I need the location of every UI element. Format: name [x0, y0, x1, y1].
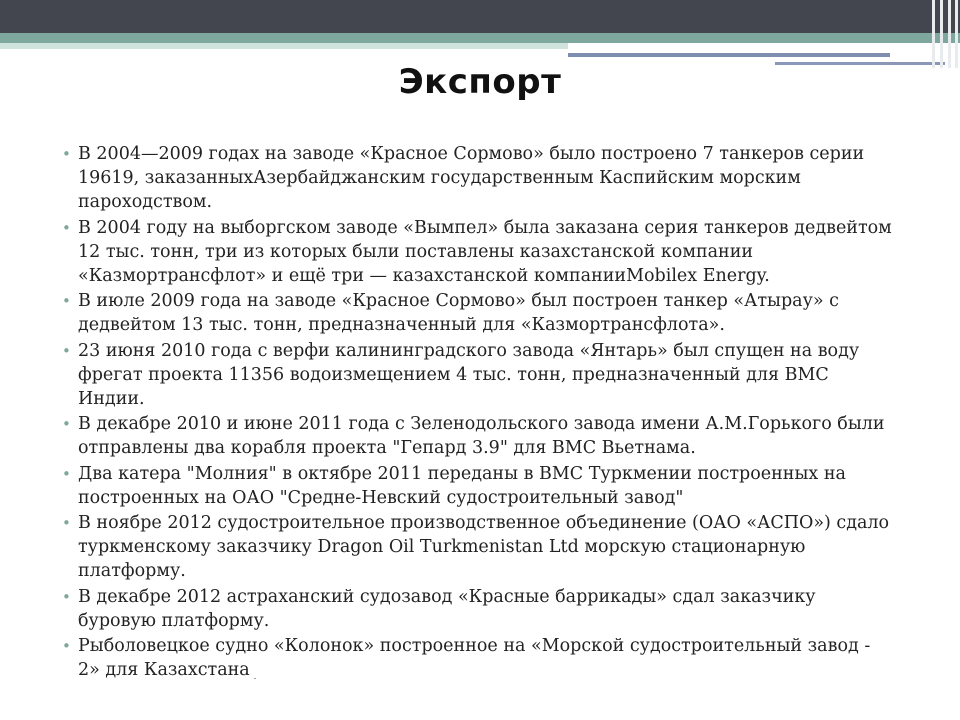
list-item	[60, 142, 896, 215]
list-item	[60, 462, 896, 510]
header-teal-band	[0, 33, 960, 43]
list-item-text: В июле 2009 года на заводе «Красное Сормово» был построен танкер «Атырау» с дедвейтом 13 тыс. тонн, предназначенный для «Казмортрансфлота».	[78, 291, 839, 336]
list-item-text: В декабре 2010 и июне 2011 года с Зеленодольского завода имени А.М.Горького были отправлены два корабля проекта "Гепард 3.9" для ВМС Вьетнама.	[78, 414, 885, 459]
list-item	[60, 585, 896, 633]
bullet-icon: •	[62, 218, 71, 237]
bullet-icon: •	[62, 415, 71, 434]
bullet-icon: •	[62, 145, 71, 163]
list-item-text: В 2004 году на выборгском заводе «Вымпел» была заказана серия танкеров дедвейтом 12 тыс. тонн, три из которых были поставлены казахстанской компании «Казмортрансфлот» и ещё три — казахстанской компанииMobilex Energy.	[78, 217, 892, 287]
list-item	[60, 216, 896, 289]
list-item-text: 23 июня 2010 года с верфи калининградского завода «Янтарь» был спущен на воду фрегат проекта 11356 водоизмещением 4 тыс. тонн, предназначенный для ВМС Индии.	[78, 340, 860, 410]
trailing-mark: .	[253, 672, 257, 682]
bullet-icon: •	[62, 637, 71, 656]
bullet-icon: •	[62, 341, 71, 360]
bullet-icon: •	[62, 464, 71, 483]
slide-title	[0, 62, 960, 102]
list-item-text: Два катера "Молния" в октябре 2011 переданы в ВМС Туркмении построенных на построенных на ОАО "Средне-Невский судостроительный завод"	[78, 463, 846, 508]
slide-title-text: Экспорт	[398, 62, 562, 102]
bullet-icon: •	[62, 292, 71, 311]
list-item-text: В декабре 2012 астраханский судозавод «Красные баррикады» сдал заказчику буровую платформу.	[78, 586, 816, 631]
bullet-list	[60, 142, 896, 690]
list-item	[60, 412, 896, 460]
list-item-text: Рыболовецкое судно «Колонок» построенное на «Морской судостроительный завод - 2» для Казахстана	[78, 636, 871, 681]
list-item	[60, 289, 896, 337]
header-stripes-decoration	[928, 0, 960, 70]
header-accent-bar	[568, 53, 890, 57]
bullet-icon: •	[62, 514, 71, 533]
header-dark-band	[0, 0, 960, 33]
list-item	[60, 339, 896, 412]
list-item-text: В ноябре 2012 судостроительное производственное объединение (ОАО «АСПО») сдало туркменскому заказчику Dragon Oil Turkmenistan Ltd морскую стационарную платформу.	[78, 513, 890, 582]
list-item	[60, 634, 896, 689]
list-item	[60, 511, 896, 584]
bullet-icon: •	[62, 587, 71, 606]
list-item-text: В 2004—2009 годах на заводе «Красное Сормово» было построено 7 танкеров серии 19619, заказанныхАзербайджанским государственным Каспийским морским пароходством.	[78, 144, 865, 213]
